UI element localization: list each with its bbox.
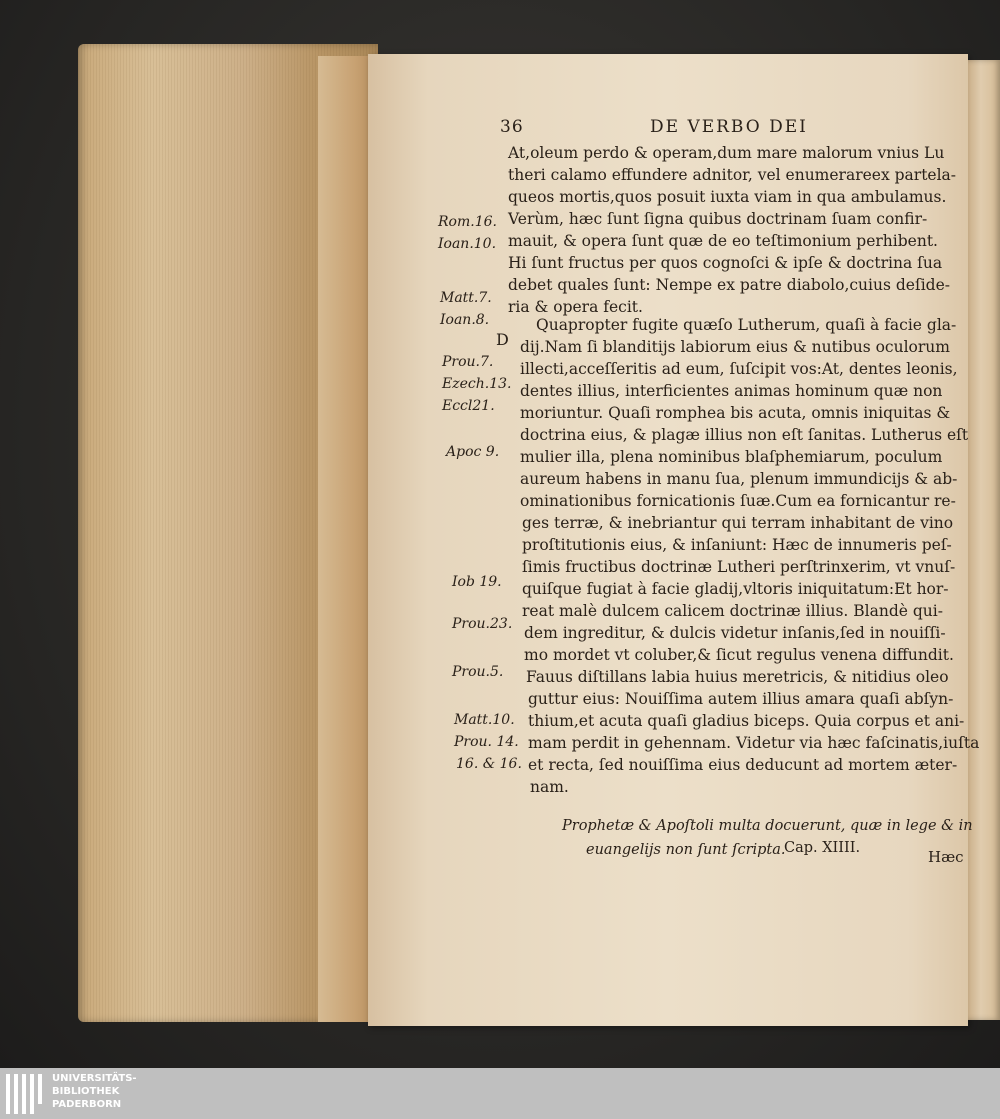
- text-line: ges terræ, & inebriantur qui terram inhabitant de vino: [522, 514, 954, 532]
- margin-note: Matt.10.: [454, 712, 515, 728]
- margin-note: Iob 19.: [452, 574, 502, 590]
- margin-note: Apoc 9.: [446, 444, 500, 460]
- library-name: [52, 1072, 137, 1111]
- library-logo-icon: [6, 1074, 46, 1114]
- text-line: illecti,acceſſeritis ad eum, ſuſcipit vos:At, dentes leonis,: [520, 360, 958, 378]
- text-line: dij.Nam ſi blanditijs labiorum eius & nutibus oculorum: [520, 338, 950, 356]
- margin-note: Eccl21.: [442, 398, 495, 414]
- text-line: nam.: [530, 778, 569, 796]
- library-name-line: PADERBORN: [52, 1099, 122, 1110]
- text-line: reat malè dulcem calicem doctrinæ illius. Blandè qui-: [522, 602, 943, 620]
- margin-note: 16. & 16.: [456, 756, 522, 772]
- catchword: Hæc: [928, 848, 964, 866]
- text-line: guttur eius: Nouiſſima autem illius amara quaſi abſyn-: [528, 690, 954, 708]
- text-line: ominationibus fornicationis ſuæ.Cum ea fornicantur re-: [520, 492, 956, 510]
- drop-letter: D: [496, 330, 509, 349]
- text-line: proſtitutionis eius, & inſaniunt: Hæc de innumeris peſ-: [522, 536, 952, 554]
- text-line: quiſque fugiat à facie gladij,vltoris iniquitatum:Et hor-: [522, 580, 949, 598]
- text-line: mauit, & opera ſunt quæ de eo teſtimonium perhibent.: [508, 232, 938, 250]
- text-line: Fauus diſtillans labia huius meretricis, & nitidius oleo: [526, 668, 949, 686]
- footer-bar: [0, 1068, 1000, 1119]
- library-name-line: BIBLIOTHEK: [52, 1086, 120, 1097]
- text-line: debet quales ſunt: Nempe ex patre diabolo,cuius deſide-: [508, 276, 950, 294]
- margin-note: Prou. 14.: [454, 734, 519, 750]
- margin-note: Rom.16.: [438, 214, 497, 230]
- text-line: Quapropter fugite quæſo Lutherum, quaſi à facie gla-: [536, 316, 957, 334]
- margin-note: Matt.7.: [440, 290, 492, 306]
- text-line: theri calamo effundere adnitor, vel enumerareex partela-: [508, 166, 957, 184]
- margin-note: Ioan.8.: [440, 312, 490, 328]
- text-line: aureum habens in manu ſua, plenum immundicijs & ab-: [520, 470, 958, 488]
- margin-note: Prou.23.: [452, 616, 513, 632]
- chapter-heading-line: Prophetæ & Apoſtoli multa docuerunt, quæ in lege & in: [562, 818, 973, 834]
- text-line: moriuntur. Quaſi romphea bis acuta, omnis iniquitas &: [520, 404, 951, 422]
- margin-note: Prou.7.: [442, 354, 494, 370]
- text-line: Verùm, hæc ſunt ſigna quibus doctrinam ſuam confir-: [508, 210, 928, 228]
- text-line: queos mortis,quos posuit iuxta viam in qua ambulamus.: [508, 188, 947, 206]
- text-line: At,oleum perdo & operam,dum mare malorum vnius Lu: [508, 144, 945, 162]
- margin-note: Prou.5.: [452, 664, 504, 680]
- text-line: Hi ſunt fructus per quos cognoſci & ipſe & doctrina ſua: [508, 254, 943, 272]
- page-number: 36: [500, 117, 524, 137]
- chapter-number: Cap. XIIII.: [784, 840, 861, 856]
- text-line: mulier illa, plena nominibus blaſphemiarum, poculum: [520, 448, 943, 466]
- margin-note: Ioan.10.: [438, 236, 497, 252]
- running-head-title: DE VERBO DEI: [650, 117, 808, 137]
- library-name-line: UNIVERSITÄTS-: [52, 1073, 137, 1084]
- running-head: [500, 117, 840, 141]
- text-line: dentes illius, interficientes animas hominum quæ non: [520, 382, 943, 400]
- text-line: doctrina eius, & plagæ illius non eſt ſanitas. Lutherus eſt: [520, 426, 969, 444]
- text-line: ſimis fructibus doctrinæ Lutheri perſtrinxerim, vt vnuſ-: [522, 558, 956, 576]
- text-line: mam perdit in gehennam. Videtur via hæc faſcinatis,iuſta: [528, 734, 980, 752]
- chapter-heading-line: euangelijs non ſunt ſcripta.: [586, 842, 786, 858]
- margin-note: Ezech.13.: [442, 376, 512, 392]
- text-line: dem ingreditur, & dulcis videtur inſanis,ſed in nouiſſi-: [524, 624, 946, 642]
- text-line: ria & opera fecit.: [508, 298, 643, 316]
- text-line: thium,et acuta quaſi gladius biceps. Quia corpus et ani-: [528, 712, 965, 730]
- text-line: mo mordet vt coluber,& ſicut regulus venena diffundit.: [524, 646, 954, 664]
- text-line: et recta, ſed nouiſſima eius deducunt ad mortem æter-: [528, 756, 958, 774]
